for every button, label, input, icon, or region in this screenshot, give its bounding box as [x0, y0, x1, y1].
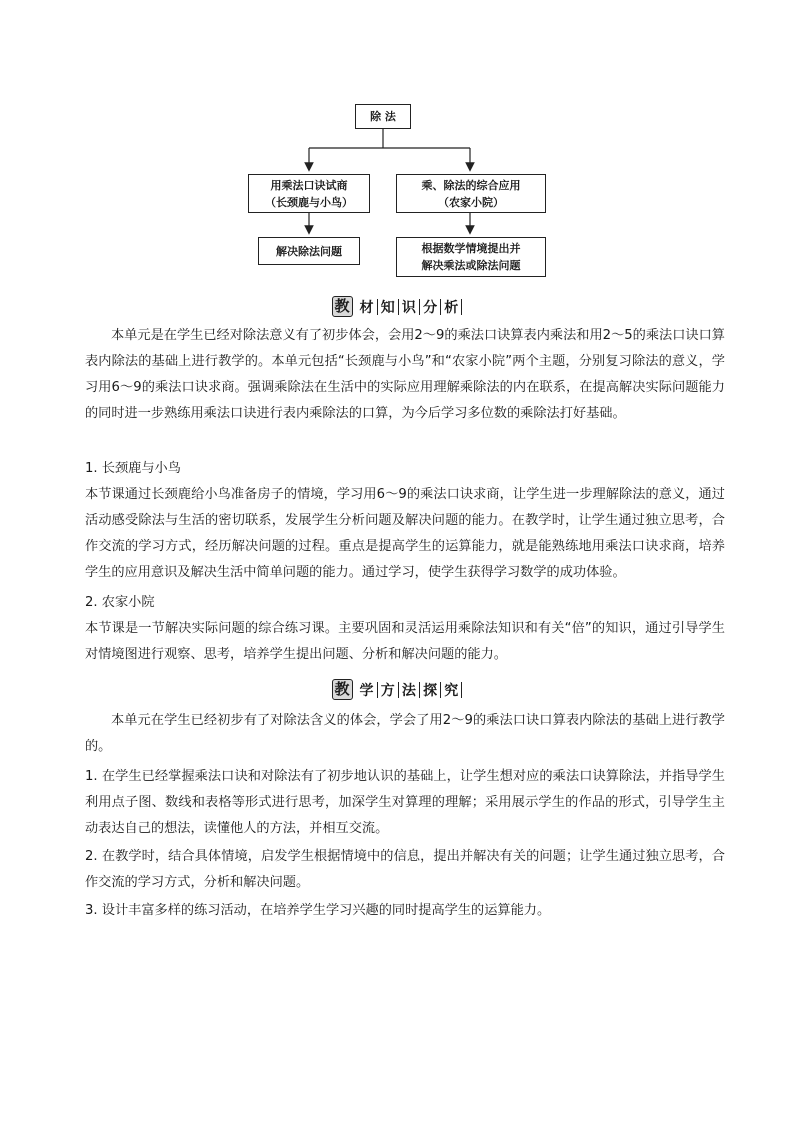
section2-title-char: 探: [423, 682, 438, 699]
section2-title-char: 究: [444, 682, 459, 699]
diagram-root-box: [355, 104, 411, 129]
section2-item3: 3. 设计丰富多样的练习活动，在培养学生学习兴趣的同时提高学生的运算能力。: [85, 903, 551, 918]
diagram-root-label: 除 法: [370, 110, 396, 123]
section2-title-char: 学: [359, 682, 374, 699]
section1-badge: 教: [332, 296, 353, 317]
section2-badge: 教: [332, 679, 353, 700]
right-box-line2: （农家小院）: [438, 195, 504, 209]
title-divider: [461, 682, 462, 698]
section1-title-char: 材: [359, 299, 374, 316]
section2-item1: 1. 在学生已经掌握乘法口诀和对除法有了初步地认识的基础上，让学生想对应的乘法口诀算除法，并指导学生利用点子图、数线和表格等形式进行思考，加深学生对算理的理解；采用展示学生的作品的形式，引导学生主动表达自己的想法，读懂他人的方法，并相互交流。: [85, 769, 725, 836]
section1-intro: 本单元是在学生已经对除法意义有了初步体会，会用2～9的乘法口诀算表内乘法和用2～5的乘法口诀口算表内除法的基础上进行教学的。本单元包括“长颈鹿与小鸟”和“农家小院”两个主题，分别复习除法的意义，学习用6～9的乘法口诀求商。强调乘除法在生活中的实际应用理解乘除法的内在联系，在提高解决实际问题能力的同时进一步熟练用乘法口诀进行表内乘除法的口算，为今后学习多位数的乘除法打好基础。: [85, 328, 725, 421]
section1-heading: [0, 296, 794, 317]
section2-title-char: 方: [380, 682, 395, 699]
right-child-line2: 解决乘法或除法问题: [421, 259, 521, 272]
section1-title: [357, 297, 463, 317]
section1-title-char: 析: [444, 299, 459, 316]
section2-intro: 本单元在学生已经初步有了对除法含义的体会，学会了用2～9的乘法口诀口算表内除法的基础上进行教学的。: [85, 713, 725, 754]
diagram-left-box: [248, 174, 370, 213]
section2-item2: 2. 在教学时，结合具体情境，启发学生根据情境中的信息，提出并解决有关的问题；让学生通过独立思考，合作交流的学习方式，分析和解决问题。: [85, 849, 725, 890]
diagram-right-box: [396, 174, 546, 213]
section1-item1-body: 本节课通过长颈鹿给小鸟准备房子的情境，学习用6～9的乘法口诀求商，让学生进一步理解除法的意义，通过活动感受除法与生活的密切联系，发展学生分析问题及解决问题的能力。在教学时，让学生通过独立思考，合作交流的学习方式，经历解决问题的过程。重点是提高学生的运算能力，就是能熟练地用乘法口诀求商，培养学生的应用意识及解决生活中简单问题的能力。通过学习，使学生获得学习数学的成功体验。: [85, 487, 725, 580]
left-box-line2: （长颈鹿与小鸟）: [265, 195, 353, 209]
section2-title: [357, 680, 463, 700]
left-child-label: 解决除法问题: [276, 244, 342, 258]
section1-item1-title: 1. 长颈鹿与小鸟: [85, 461, 181, 476]
section1-title-char: 分: [423, 299, 438, 316]
section1-item2-title: 2. 农家小院: [85, 595, 155, 610]
left-box-line1: 用乘法口诀试商: [270, 178, 348, 192]
section2-heading: [0, 679, 794, 700]
section1-title-char: 识: [401, 299, 416, 316]
section1-item2-body: 本节课是一节解决实际问题的综合练习课。主要巩固和灵活运用乘除法知识和有关“倍”的知识，通过引导学生对情境图进行观察、思考，培养学生提出问题、分析和解决问题的能力。: [85, 621, 725, 662]
right-child-line1: 根据数学情境提出并: [421, 242, 521, 255]
section1-title-char: 知: [380, 299, 395, 316]
diagram-left-child-box: [258, 237, 360, 265]
right-box-line1: 乘、除法的综合应用: [421, 178, 521, 192]
diagram-right-child-box: [396, 237, 546, 277]
section2-title-char: 法: [401, 682, 416, 699]
title-divider: [461, 299, 462, 315]
